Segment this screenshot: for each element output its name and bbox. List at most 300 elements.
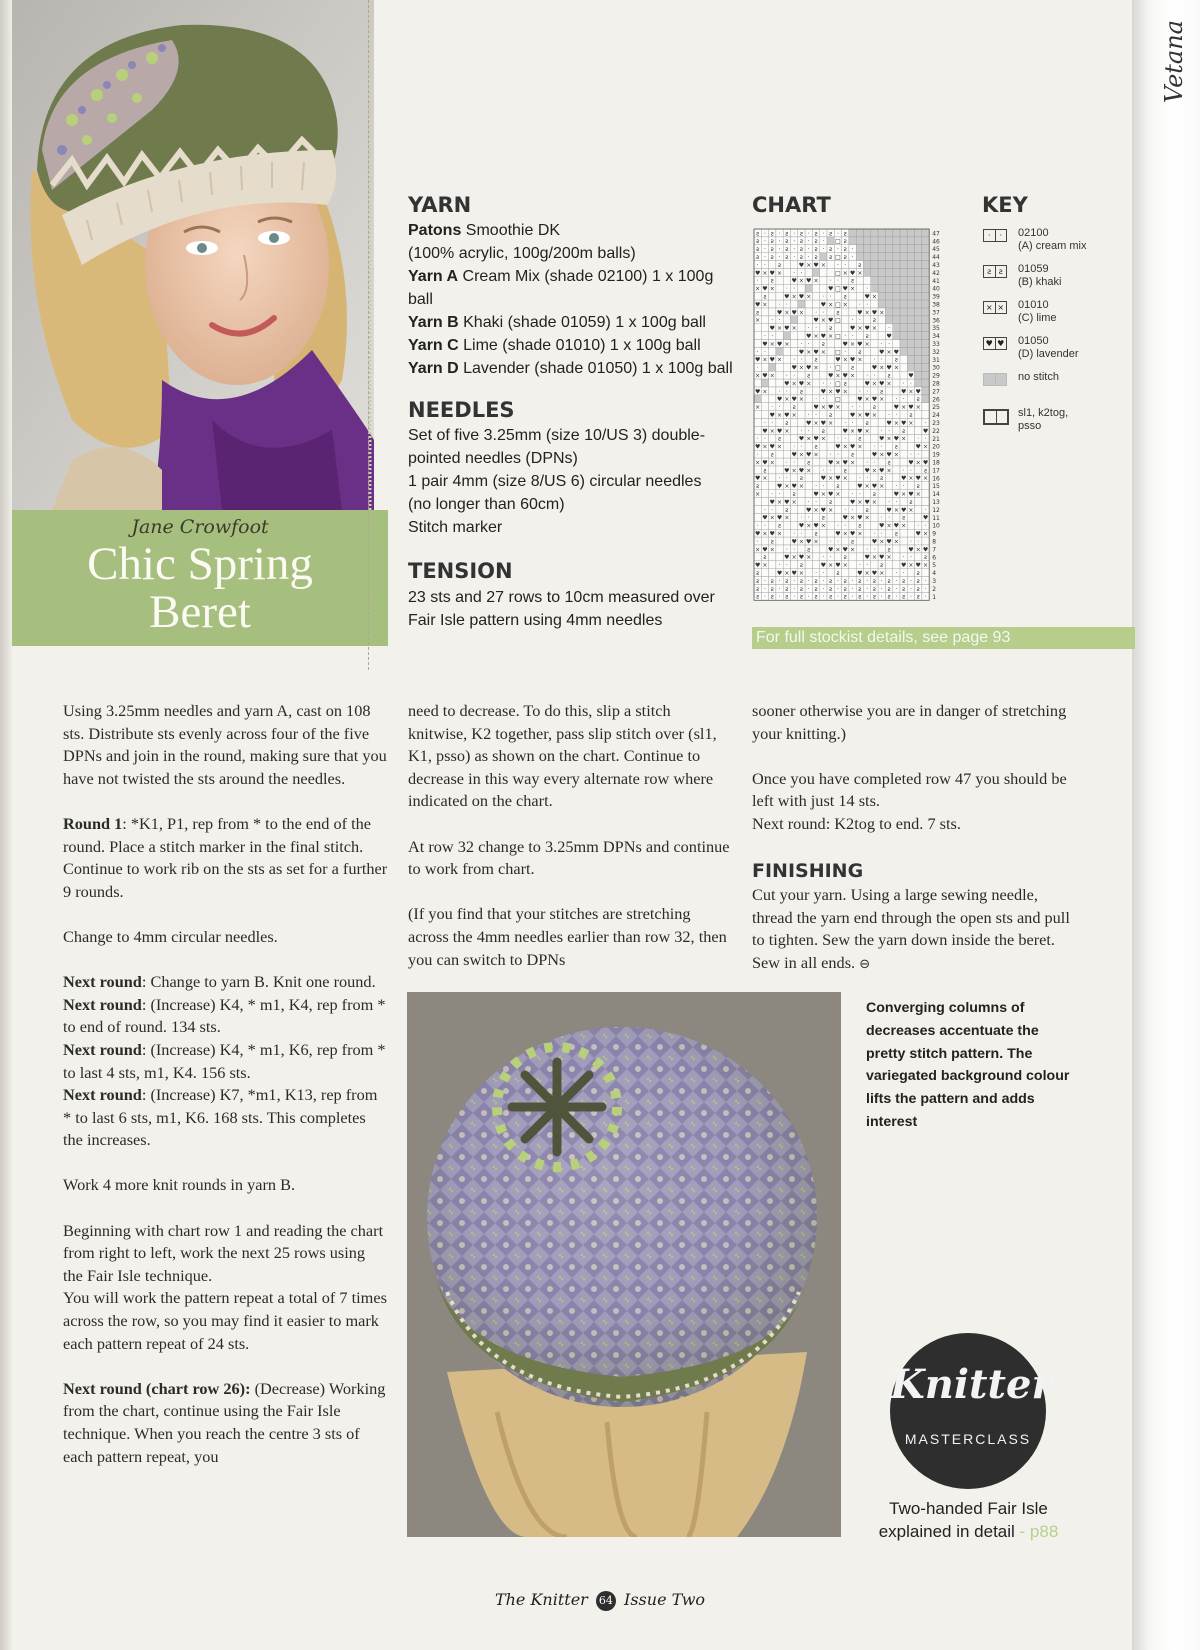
svg-text:ƨ: ƨ xyxy=(916,570,920,577)
svg-text:·: · xyxy=(822,467,825,475)
yarn-item: Yarn B Khaki (shade 01059) 1 x 100g ball xyxy=(408,314,706,331)
svg-text:♥: ♥ xyxy=(791,538,797,546)
svg-text:♥: ♥ xyxy=(776,340,783,348)
svg-text:♥: ♥ xyxy=(893,435,900,443)
svg-text:·: · xyxy=(888,325,891,333)
svg-text:×: × xyxy=(777,356,783,364)
chart-row-label: 37 xyxy=(932,309,940,317)
svg-text:ƨ: ƨ xyxy=(756,254,760,261)
svg-text:×: × xyxy=(879,538,885,546)
svg-text:×: × xyxy=(850,372,856,380)
svg-text:·: · xyxy=(793,285,796,293)
svg-text:×: × xyxy=(828,333,834,340)
svg-text:×: × xyxy=(908,562,914,570)
author-name: Jane Crowfoot xyxy=(131,516,269,538)
finishing-heading: FINISHING xyxy=(752,860,864,883)
svg-text:♥: ♥ xyxy=(857,570,863,577)
svg-text:♥: ♥ xyxy=(784,467,790,475)
svg-text:♥: ♥ xyxy=(776,514,783,522)
svg-text:×: × xyxy=(762,530,768,538)
svg-text:×: × xyxy=(864,514,870,522)
svg-text:×: × xyxy=(755,459,761,467)
svg-text:ƨ: ƨ xyxy=(843,467,847,475)
svg-text:×: × xyxy=(879,309,885,317)
svg-text:×: × xyxy=(850,546,856,554)
svg-text:ƨ: ƨ xyxy=(756,577,760,585)
svg-text:♥: ♥ xyxy=(820,475,827,483)
svg-text:♥: ♥ xyxy=(842,514,848,522)
svg-text:·: · xyxy=(763,419,766,427)
svg-text:×: × xyxy=(835,491,841,498)
svg-text:×: × xyxy=(835,459,841,467)
svg-text:×: × xyxy=(769,340,775,348)
svg-text:♥: ♥ xyxy=(835,388,841,396)
svg-text:×: × xyxy=(784,309,790,317)
svg-text:×: × xyxy=(893,364,899,372)
svg-text:·: · xyxy=(793,230,796,238)
svg-text:×: × xyxy=(864,427,870,435)
svg-text:·: · xyxy=(909,577,912,585)
svg-text:·: · xyxy=(829,538,832,546)
svg-text:·: · xyxy=(866,285,869,293)
svg-text:ƨ: ƨ xyxy=(865,419,869,427)
svg-text:♥: ♥ xyxy=(827,491,834,498)
svg-text:♥: ♥ xyxy=(879,435,885,443)
chart-row-label: 16 xyxy=(932,475,940,483)
svg-text:×: × xyxy=(777,443,783,451)
yarn-heading: YARN xyxy=(408,193,472,217)
chart-row-label: 26 xyxy=(932,396,940,404)
svg-text:ƨ: ƨ xyxy=(799,593,804,601)
svg-text:·: · xyxy=(829,554,832,562)
svg-text:·: · xyxy=(822,570,825,577)
svg-text:ƨ: ƨ xyxy=(843,293,847,301)
photo-caption: Converging columns of decreases accentuate the pretty stitch pattern. The variegated background colour lifts the pattern and adds interest xyxy=(866,1000,1070,1130)
chart-row-label: 6 xyxy=(932,554,937,562)
svg-text:·: · xyxy=(902,554,905,562)
svg-text:×: × xyxy=(762,356,768,364)
svg-text:□: □ xyxy=(835,317,841,325)
svg-text:×: × xyxy=(842,475,848,483)
page-number: 64 xyxy=(596,1591,616,1611)
svg-text:×: × xyxy=(886,554,892,562)
svg-text:×: × xyxy=(798,538,804,546)
svg-text:ƨ: ƨ xyxy=(880,388,884,396)
svg-text:×: × xyxy=(755,491,761,498)
svg-text:ƨ: ƨ xyxy=(814,230,818,238)
svg-text:♥: ♥ xyxy=(908,459,914,467)
svg-text:ƨ: ƨ xyxy=(785,246,789,254)
svg-text:·: · xyxy=(785,475,788,483)
svg-text:ƨ: ƨ xyxy=(902,585,906,593)
svg-text:ƨ: ƨ xyxy=(872,491,877,498)
svg-text:·: · xyxy=(924,593,927,601)
svg-text:ƨ: ƨ xyxy=(777,261,782,269)
svg-text:×: × xyxy=(828,301,834,309)
badge-logo-text: Knitter xyxy=(890,1361,1053,1408)
svg-text:ƨ: ƨ xyxy=(763,293,767,301)
svg-text:·: · xyxy=(866,546,869,554)
svg-text:×: × xyxy=(828,388,834,396)
svg-text:×: × xyxy=(915,491,921,498)
svg-text:×: × xyxy=(777,325,783,333)
svg-text:×: × xyxy=(871,380,877,388)
svg-text:ƨ: ƨ xyxy=(770,451,774,459)
svg-text:×: × xyxy=(813,506,819,514)
svg-text:·: · xyxy=(888,340,891,348)
svg-text:♥: ♥ xyxy=(835,356,841,364)
key-item-khaki: ƨ ƨ 01059 (B) khaki xyxy=(982,263,1102,299)
svg-text:×: × xyxy=(820,404,826,412)
svg-text:ƨ: ƨ xyxy=(887,459,891,467)
svg-text:ƨ: ƨ xyxy=(799,577,804,585)
key-item-lime: × × 01010 (C) lime xyxy=(982,299,1102,335)
svg-text:♥: ♥ xyxy=(857,396,863,404)
svg-text:ƨ: ƨ xyxy=(858,577,862,585)
chart-row-label: 34 xyxy=(932,333,940,341)
svg-text:·: · xyxy=(895,483,898,491)
chart-row-label: 13 xyxy=(932,499,940,506)
svg-text:×: × xyxy=(842,562,848,570)
svg-text:×: × xyxy=(791,412,797,419)
svg-text:×: × xyxy=(798,483,804,491)
svg-text:×: × xyxy=(923,443,929,451)
svg-text:ƨ: ƨ xyxy=(836,483,840,491)
chart-row-label: 29 xyxy=(932,372,940,380)
beret-top-photo xyxy=(407,992,841,1537)
key-item-decrease: sl1, k2tog, psso xyxy=(982,407,1102,443)
svg-text:·: · xyxy=(895,412,898,419)
svg-text:♥: ♥ xyxy=(798,293,805,301)
svg-text:ƨ: ƨ xyxy=(850,277,855,285)
key-heading: KEY xyxy=(982,193,1028,217)
svg-text:ƨ: ƨ xyxy=(799,388,804,396)
svg-text:×: × xyxy=(784,340,790,348)
svg-text:×: × xyxy=(857,498,863,506)
svg-text:♥: ♥ xyxy=(769,412,775,419)
chart-row-label: 47 xyxy=(932,230,940,238)
svg-text:♥: ♥ xyxy=(776,309,783,317)
svg-text:ƨ: ƨ xyxy=(916,483,920,491)
svg-text:♥: ♥ xyxy=(893,491,900,498)
svg-text:ƨ: ƨ xyxy=(814,246,818,254)
svg-text:♥: ♥ xyxy=(886,451,892,459)
svg-text:♥: ♥ xyxy=(871,396,878,404)
svg-text:·: · xyxy=(771,506,774,514)
svg-text:ƨ: ƨ xyxy=(756,246,760,254)
instructions-column-3: sooner otherwise you are in danger of stretching your knitting.) Once you have completed row 47 you should be left with just 14 sts. Next round: K2tog to end. 7 sts. FINISHING Cut your yarn. Using a large sewing needle, thread the yarn end through the open sts and pull to tighten. Sew the yarn down inside the beret. Sew in all ends. ⊖ xyxy=(752,700,1082,999)
svg-text:♥: ♥ xyxy=(762,546,768,554)
svg-text:♥: ♥ xyxy=(835,475,841,483)
svg-text:·: · xyxy=(880,593,883,601)
svg-text:ƨ: ƨ xyxy=(829,230,833,238)
svg-text:ƨ: ƨ xyxy=(843,230,847,238)
svg-text:·: · xyxy=(815,325,818,333)
svg-text:·: · xyxy=(763,348,766,356)
svg-text:♥: ♥ xyxy=(784,380,790,388)
svg-text:·: · xyxy=(822,238,825,246)
svg-text:·: · xyxy=(851,506,854,514)
svg-text:ƨ: ƨ xyxy=(902,427,906,435)
svg-text:×: × xyxy=(864,340,870,348)
svg-text:ƨ: ƨ xyxy=(902,577,906,585)
chart-row-label: 10 xyxy=(932,522,940,530)
svg-text:ƨ: ƨ xyxy=(836,309,840,317)
svg-text:♥: ♥ xyxy=(908,546,914,554)
svg-text:×: × xyxy=(791,380,797,388)
chart-row-label: 20 xyxy=(932,443,940,451)
instructions-column-1: Using 3.25mm needles and yarn A, cast on 108 sts. Distribute sts evenly across four of the five DPNs and join in the round, making sure that you have not twisted the sts around the needles. Round 1: *K1, P1, rep from * to the end of the round. Place a stitch marker in the final stitch. Continue to work rib on the sts as set for a further 9 rounds. Change to 4mm circular needles. Next round: Change to yarn B. Knit one round. Next round: (Increase) K4, * m1, K4, rep from * to end of round. 134 sts. Next round: (Increase) K4, * m1, K6, rep from * to last 4 sts, m1, K4. 156 sts. Next round: (Increase) K7, *m1, K13, rep from * to last 6 sts, m1, K6. 168 sts. This completes the increases. Work 4 more knit rounds in yarn B. Beginning with chart row 1 and reading the chart from right to left, work the next 25 rows using the Fair Isle technique. You will work the pattern repeat a total of 7 times across the row, so you may find it easier to mark each pattern repeat of 24 sts. Next round (chart row 26): (Decrease) Working from the chart, continue using the Fair Isle technique. When you reach the centre 3 sts of each pattern repeat, you xyxy=(63,701,388,1466)
svg-text:ƨ: ƨ xyxy=(894,530,898,538)
svg-text:×: × xyxy=(806,522,812,530)
svg-text:ƨ: ƨ xyxy=(814,443,818,451)
svg-text:♥: ♥ xyxy=(922,459,929,467)
svg-text:·: · xyxy=(895,396,898,404)
svg-text:·: · xyxy=(807,514,810,522)
svg-text:·: · xyxy=(895,585,898,593)
svg-text:ƨ: ƨ xyxy=(799,238,804,246)
svg-text:·: · xyxy=(836,246,839,254)
svg-text:♥: ♥ xyxy=(908,404,914,412)
svg-text:ƨ: ƨ xyxy=(799,230,804,238)
svg-text:♥: ♥ xyxy=(922,546,929,554)
svg-text:·: · xyxy=(793,459,796,467)
svg-text:♥: ♥ xyxy=(900,475,907,483)
svg-text:×: × xyxy=(864,309,870,317)
chart-row-label: 36 xyxy=(932,317,940,325)
svg-text:·: · xyxy=(924,435,927,443)
svg-text:·: · xyxy=(895,498,898,506)
svg-text:♥: ♥ xyxy=(798,380,805,388)
svg-text:ƨ: ƨ xyxy=(785,238,789,246)
svg-text:·: · xyxy=(785,546,788,554)
svg-text:×: × xyxy=(784,396,790,404)
svg-text:·: · xyxy=(836,593,839,601)
svg-text:ƨ: ƨ xyxy=(756,230,760,238)
svg-text:·: · xyxy=(829,451,832,459)
svg-text:·: · xyxy=(873,443,876,451)
svg-text:♥: ♥ xyxy=(791,570,797,577)
svg-text:♥: ♥ xyxy=(871,570,878,577)
svg-text:ƨ: ƨ xyxy=(829,577,833,585)
svg-text:·: · xyxy=(917,435,920,443)
svg-text:·: · xyxy=(800,427,803,435)
svg-text:×: × xyxy=(806,293,812,301)
svg-text:·: · xyxy=(924,506,927,514)
yarn-details: Patons Smoothie DK (100% acrylic, 100g/200m balls) Yarn A Cream Mix (shade 02100) 1 x 100g ball Yarn B Khaki (shade 01059) 1 x 100g ball Yarn C Lime (shade 01010) 1 x 100g ball Yarn D Lavender (shade 01050) 1 x 100g ball xyxy=(408,219,733,380)
svg-text:♥: ♥ xyxy=(900,506,907,514)
svg-text:·: · xyxy=(836,451,839,459)
svg-text:·: · xyxy=(844,506,847,514)
svg-text:×: × xyxy=(842,443,848,451)
svg-text:ƨ: ƨ xyxy=(829,325,833,333)
svg-text:×: × xyxy=(871,554,877,562)
svg-text:ƨ: ƨ xyxy=(756,483,760,491)
svg-text:·: · xyxy=(785,372,788,380)
svg-text:♥: ♥ xyxy=(864,412,870,419)
svg-text:♥: ♥ xyxy=(915,475,921,483)
svg-text:·: · xyxy=(829,467,832,475)
svg-text:×: × xyxy=(915,404,921,412)
page-footer: The Knitter 64 Issue Two xyxy=(494,1590,706,1609)
svg-text:♥: ♥ xyxy=(849,412,856,419)
svg-text:♥: ♥ xyxy=(776,427,783,435)
svg-text:♥: ♥ xyxy=(813,404,819,412)
svg-text:×: × xyxy=(798,364,804,372)
svg-text:·: · xyxy=(895,577,898,585)
svg-text:ƨ: ƨ xyxy=(858,522,862,530)
svg-text:·: · xyxy=(866,585,869,593)
svg-text:ƨ: ƨ xyxy=(821,427,825,435)
svg-text:×: × xyxy=(828,506,834,514)
svg-text:♥: ♥ xyxy=(820,333,827,340)
knitter-masterclass-badge xyxy=(890,1333,1053,1489)
masterclass-note: Two-handed Fair Isle explained in detail - p88 xyxy=(878,1499,1059,1541)
svg-text:♥: ♥ xyxy=(871,451,878,459)
svg-text:·: · xyxy=(873,530,876,538)
svg-text:·: · xyxy=(858,404,861,412)
svg-text:·: · xyxy=(807,238,810,246)
svg-text:×: × xyxy=(886,467,892,475)
svg-text:ƨ: ƨ xyxy=(814,254,818,261)
svg-text:×: × xyxy=(908,475,914,483)
svg-text:×: × xyxy=(879,483,885,491)
svg-text:·: · xyxy=(909,554,912,562)
stockist-banner: For full stockist details, see page 93 xyxy=(752,627,1135,649)
svg-text:×: × xyxy=(820,491,826,498)
svg-text:♥: ♥ xyxy=(849,269,856,277)
svg-text:♥: ♥ xyxy=(784,498,790,506)
svg-text:·: · xyxy=(858,301,861,309)
svg-text:♥: ♥ xyxy=(754,269,761,277)
svg-text:♥: ♥ xyxy=(842,459,848,467)
svg-text:·: · xyxy=(902,380,905,388)
svg-text:·: · xyxy=(858,491,861,498)
svg-text:ƨ: ƨ xyxy=(785,593,789,601)
svg-text:♥: ♥ xyxy=(864,293,870,301)
svg-text:♥: ♥ xyxy=(879,522,885,530)
svg-text:ƨ: ƨ xyxy=(777,522,782,530)
svg-text:·: · xyxy=(858,388,861,396)
svg-text:×: × xyxy=(864,570,870,577)
svg-text:×: × xyxy=(784,427,790,435)
svg-text:ƨ: ƨ xyxy=(799,475,804,483)
svg-text:·: · xyxy=(866,475,869,483)
svg-text:×: × xyxy=(777,412,783,419)
chart-grid xyxy=(752,227,942,605)
svg-text:×: × xyxy=(791,293,797,301)
svg-text:ƨ: ƨ xyxy=(807,546,811,554)
svg-text:♥: ♥ xyxy=(820,419,827,427)
svg-text:ƨ: ƨ xyxy=(843,238,847,246)
svg-text:×: × xyxy=(798,396,804,404)
svg-text:ƨ: ƨ xyxy=(858,435,862,443)
svg-text:×: × xyxy=(850,427,856,435)
svg-text:·: · xyxy=(771,333,774,340)
svg-text:·: · xyxy=(895,570,898,577)
svg-text:ƨ: ƨ xyxy=(829,254,833,261)
svg-text:×: × xyxy=(798,570,804,577)
svg-text:♥: ♥ xyxy=(827,459,834,467)
svg-text:ƨ: ƨ xyxy=(880,475,884,483)
svg-text:·: · xyxy=(815,483,818,491)
svg-text:×: × xyxy=(871,467,877,475)
svg-text:♥: ♥ xyxy=(776,570,783,577)
svg-text:×: × xyxy=(893,506,899,514)
svg-text:·: · xyxy=(778,317,781,325)
svg-text:·: · xyxy=(822,309,825,317)
svg-text:×: × xyxy=(879,451,885,459)
svg-text:·: · xyxy=(829,293,832,301)
svg-text:ƨ: ƨ xyxy=(843,577,847,585)
svg-text:♥: ♥ xyxy=(915,443,921,451)
svg-text:·: · xyxy=(807,427,810,435)
svg-text:♥: ♥ xyxy=(879,348,885,356)
svg-text:×: × xyxy=(791,467,797,475)
tension-text: 23 sts and 27 rows to 10cm measured over Fair Isle pattern using 4mm needles xyxy=(408,589,715,629)
chart-row-label: 45 xyxy=(932,246,940,254)
svg-text:×: × xyxy=(915,459,921,467)
svg-text:♥: ♥ xyxy=(908,372,914,380)
svg-text:·: · xyxy=(873,546,876,554)
svg-text:ƨ: ƨ xyxy=(872,404,877,412)
svg-text:□: □ xyxy=(835,380,841,388)
svg-text:ƨ: ƨ xyxy=(807,372,811,380)
svg-text:·: · xyxy=(778,230,781,238)
svg-text:×: × xyxy=(857,269,863,277)
chart-row-label: 44 xyxy=(932,254,940,262)
svg-text:♥: ♥ xyxy=(871,309,878,317)
svg-text:·: · xyxy=(836,277,839,285)
svg-text:ƨ: ƨ xyxy=(858,348,862,356)
svg-text:·: · xyxy=(785,459,788,467)
svg-text:·: · xyxy=(807,498,810,506)
svg-text:ƨ: ƨ xyxy=(836,570,840,577)
pattern-title: Chic Spring Beret xyxy=(87,538,313,638)
svg-text:·: · xyxy=(763,506,766,514)
svg-text:×: × xyxy=(857,443,863,451)
svg-text:□: □ xyxy=(835,238,841,246)
svg-text:□: □ xyxy=(835,254,841,261)
chart-row-label: 3 xyxy=(932,578,937,585)
svg-text:·: · xyxy=(778,593,781,601)
svg-text:·: · xyxy=(866,388,869,396)
svg-text:·: · xyxy=(807,340,810,348)
svg-text:♥: ♥ xyxy=(806,506,812,514)
svg-text:×: × xyxy=(784,483,790,491)
chart-row-label: 40 xyxy=(932,285,940,293)
svg-text:ƨ: ƨ xyxy=(799,562,804,570)
svg-text:ƨ: ƨ xyxy=(858,593,862,601)
svg-text:·: · xyxy=(888,412,891,419)
svg-text:ƨ: ƨ xyxy=(770,254,774,261)
svg-text:·: · xyxy=(822,577,825,585)
svg-text:ƨ: ƨ xyxy=(814,530,818,538)
svg-text:·: · xyxy=(756,364,759,372)
svg-text:ƨ: ƨ xyxy=(843,554,847,562)
svg-text:♥: ♥ xyxy=(922,427,929,435)
svg-text:♥: ♥ xyxy=(879,380,885,388)
svg-text:ƨ: ƨ xyxy=(858,585,862,593)
svg-text:×: × xyxy=(908,419,914,427)
svg-text:×: × xyxy=(886,348,892,356)
svg-text:×: × xyxy=(842,388,848,396)
svg-text:·: · xyxy=(756,261,759,269)
svg-text:ƨ: ƨ xyxy=(850,364,855,372)
needles-heading: NEEDLES xyxy=(408,398,515,422)
svg-text:·: · xyxy=(771,317,774,325)
svg-text:ƨ: ƨ xyxy=(843,254,847,261)
